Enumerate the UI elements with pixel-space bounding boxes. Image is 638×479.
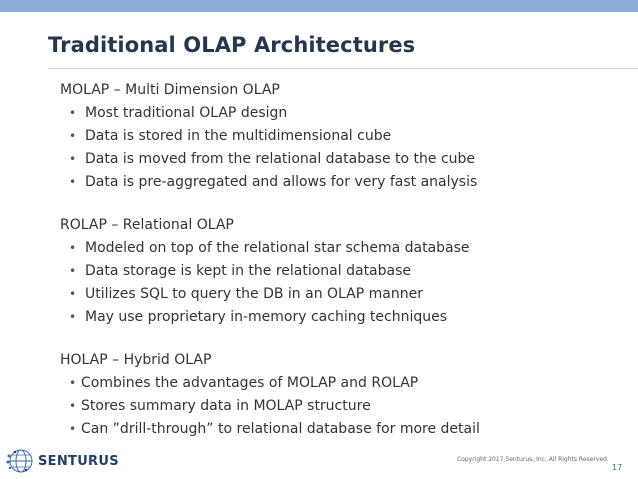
bullet-icon: • [69,376,77,390]
slide-title: Traditional OLAP Architectures [48,33,416,57]
bullet-icon: • [69,129,77,143]
bullet-text: Data is stored in the multidimensional cube [85,128,392,144]
bullet-text: Utilizes SQL to query the DB in an OLAP manner [85,286,423,302]
section-heading: MOLAP – Multi Dimension OLAP [60,82,280,98]
bullet-item [60,283,620,306]
bullet-item [60,372,620,395]
bullet-icon: • [69,287,77,301]
bullet-item [60,260,620,283]
bullet-icon: • [69,106,77,120]
bullet-item [60,171,620,194]
molap-section [60,79,620,194]
bullet-item [60,102,620,125]
globe-logo-icon [6,448,34,474]
title-divider [48,68,638,69]
bullet-item [60,125,620,148]
bullet-text: Most traditional OLAP design [85,105,288,121]
bullet-text: May use proprietary in-memory caching techniques [85,309,448,325]
bullet-text: Modeled on top of the relational star schema database [85,240,470,256]
bullet-icon: • [69,310,77,324]
bullet-item [60,237,620,260]
rolap-section [60,214,620,329]
bullet-icon: • [69,241,77,255]
bullet-icon: • [69,152,77,166]
bullet-item [60,395,620,418]
senturus-logo [6,447,119,475]
bullet-list [60,102,620,194]
bullet-text: Combines the advantages of MOLAP and ROLAP [81,375,419,391]
bullet-item [60,148,620,171]
bullet-icon: • [69,264,77,278]
section-heading: HOLAP – Hybrid OLAP [60,352,212,368]
slide-body [60,79,620,461]
bullet-list [60,237,620,329]
page-number: 17 [612,463,623,472]
section-heading: ROLAP – Relational OLAP [60,217,234,233]
bullet-icon: • [69,422,77,436]
top-accent-bar [0,0,638,12]
bullet-list [60,372,620,441]
bullet-icon: • [69,399,77,413]
copyright-notice: Copyright 2017 Senturus, Inc. All Rights Reserved. [457,456,609,463]
bullet-text: Stores summary data in MOLAP structure [81,398,371,414]
bullet-item [60,418,620,441]
logo-wordmark: SENTURUS [38,453,119,469]
bullet-text: Data is moved from the relational database to the cube [85,151,476,167]
bullet-text: Data storage is kept in the relational database [85,263,412,279]
bullet-icon: • [69,175,77,189]
bullet-text: Data is pre-aggregated and allows for very fast analysis [85,174,478,190]
bullet-item [60,306,620,329]
holap-section [60,349,620,441]
bullet-text: Can ”drill-through” to relational database for more detail [81,421,480,437]
